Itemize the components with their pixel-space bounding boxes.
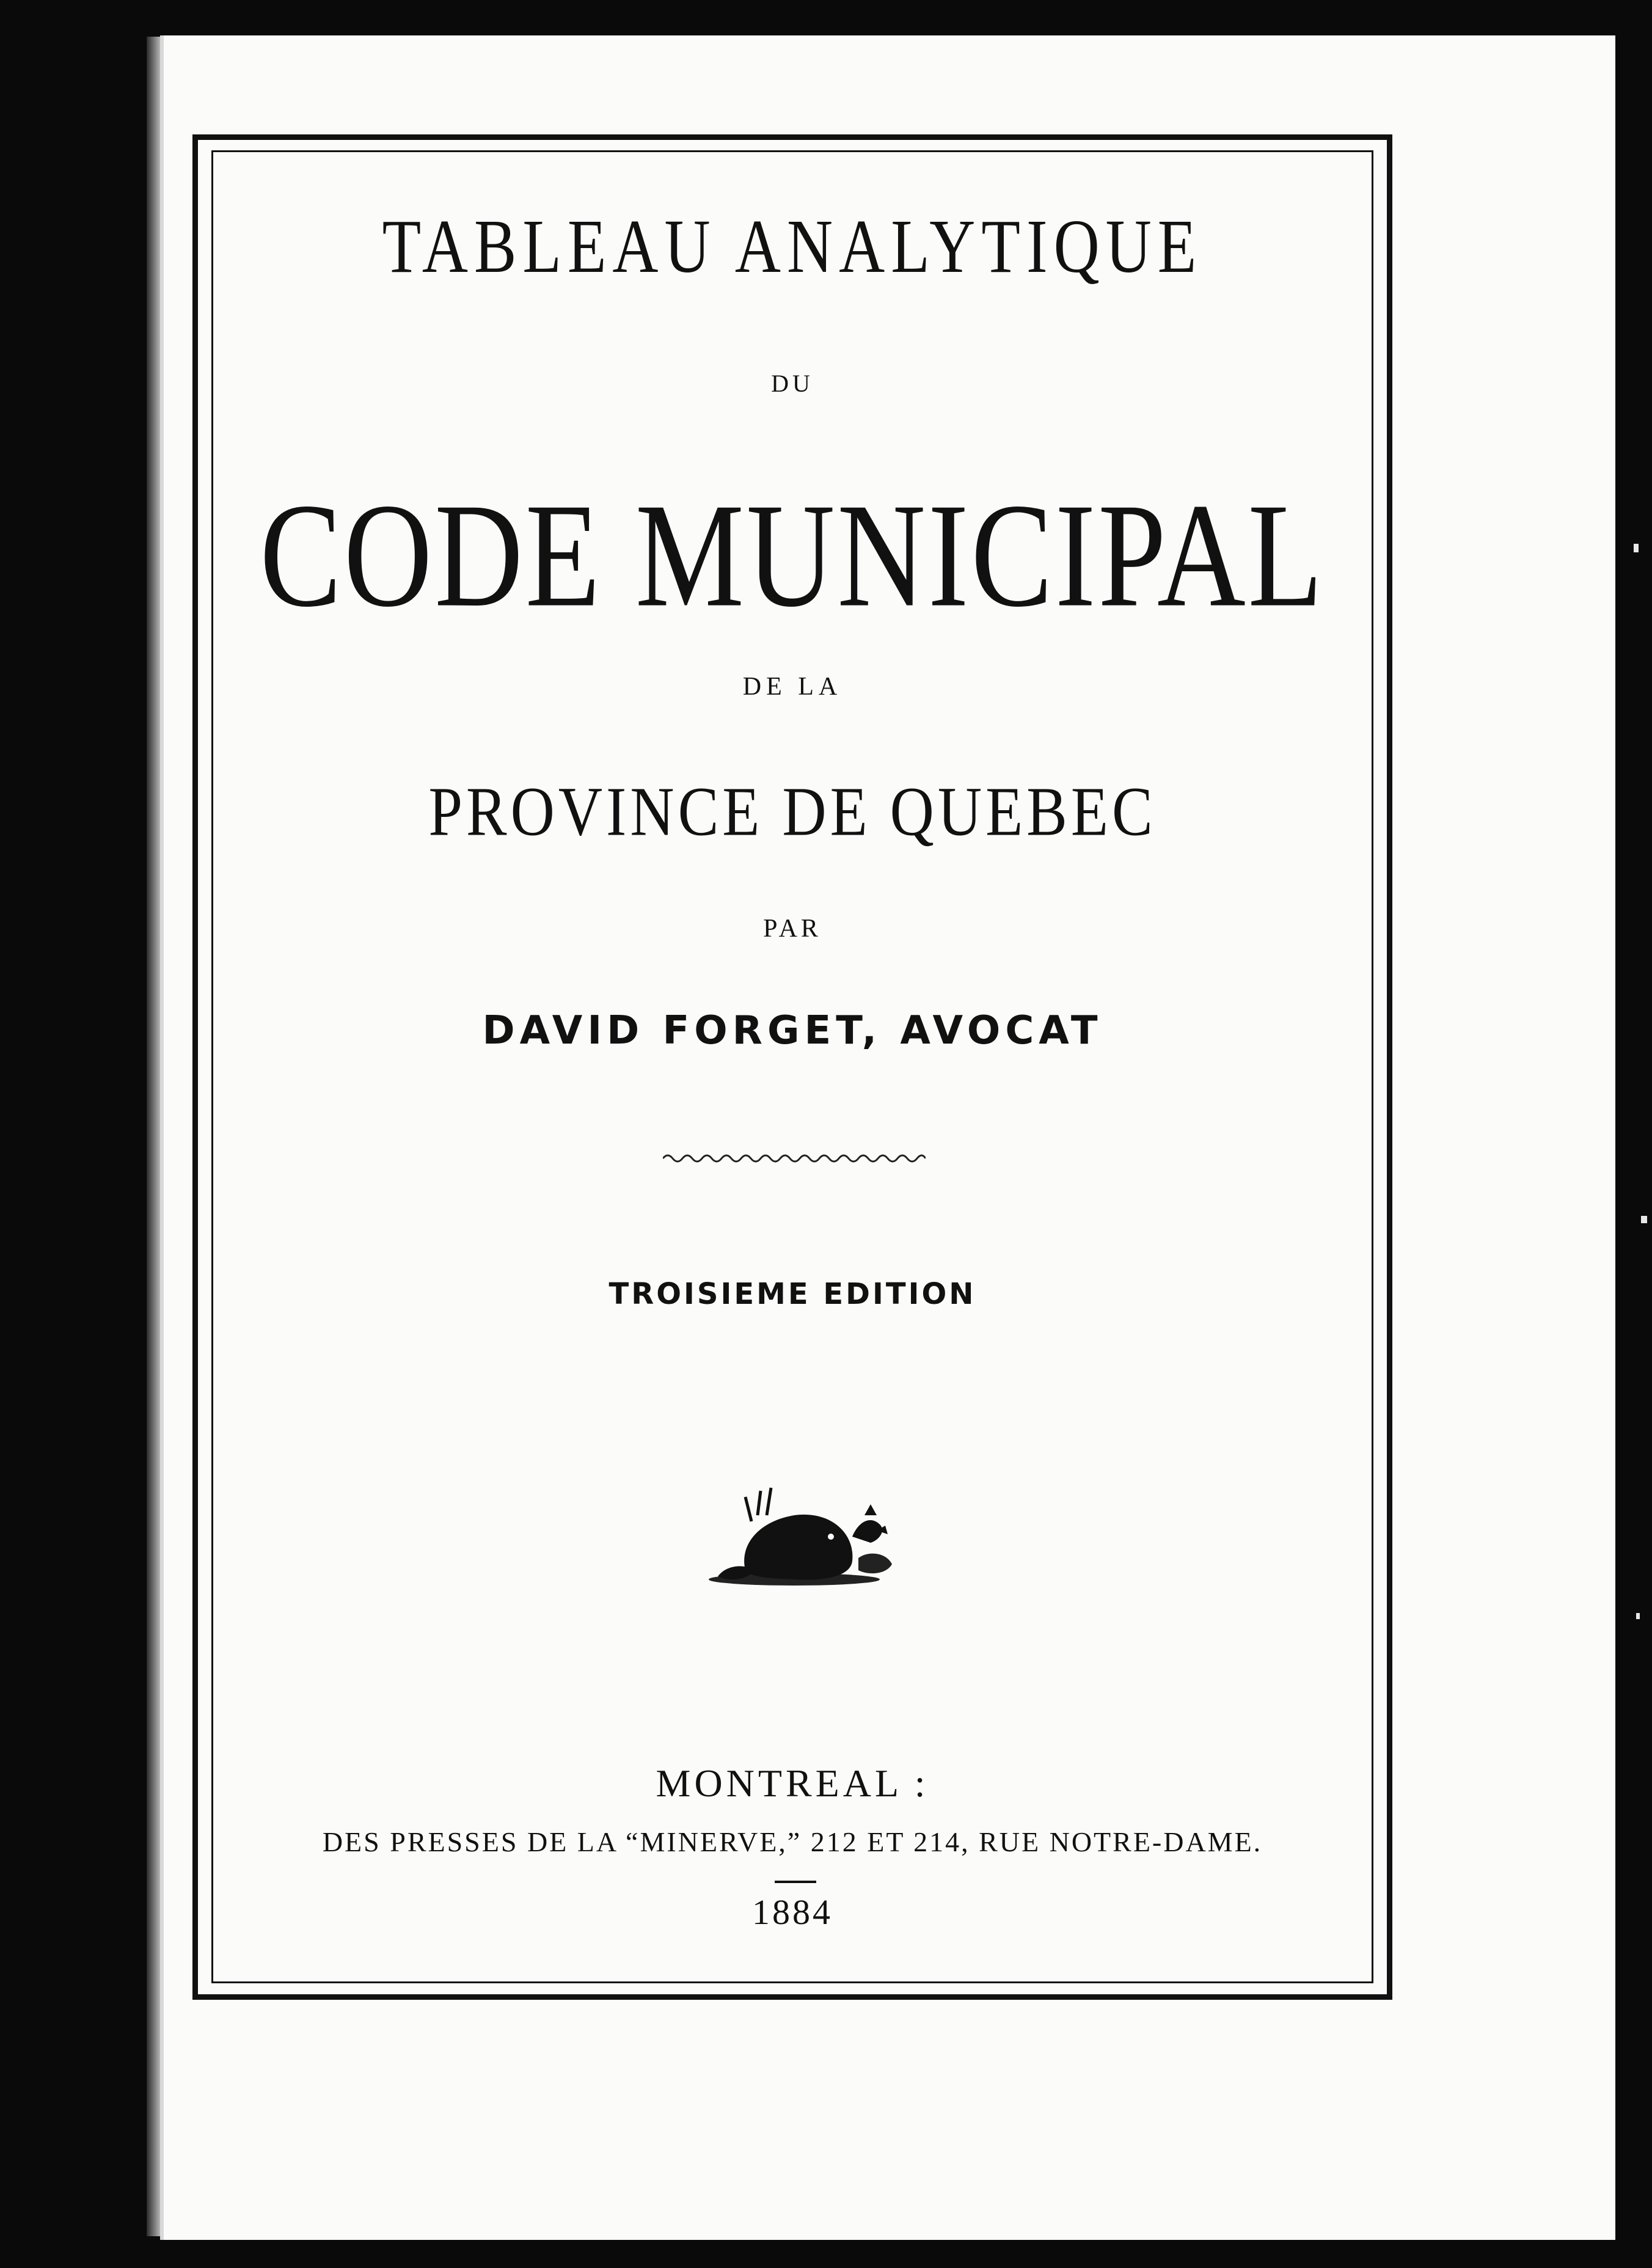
beaver-emblem-icon bbox=[703, 1479, 904, 1595]
title-line-tableau-analytique: TABLEAU ANALYTIQUE bbox=[382, 204, 1203, 289]
publisher-address: DES PRESSES DE LA “MINERVE,” 212 ET 214, RUE NOTRE-DAME. bbox=[322, 1826, 1263, 1857]
author-line: DAVID FORGET, AVOCAT bbox=[482, 1008, 1103, 1053]
wavy-rule-ornament-icon bbox=[663, 1147, 926, 1166]
scan-edge-noise bbox=[1628, 0, 1652, 2268]
edition-line: TROISIEME EDITION bbox=[609, 1277, 976, 1311]
inner-border-frame bbox=[211, 150, 1373, 1983]
main-title-code-municipal: CODE MUNICIPAL bbox=[260, 473, 1325, 638]
year-divider-rule bbox=[775, 1881, 816, 1883]
publication-year: 1884 bbox=[752, 1892, 833, 1932]
title-line-de-la: DE LA bbox=[742, 673, 842, 701]
title-line-par: PAR bbox=[763, 915, 822, 943]
title-line-province-de-quebec: PROVINCE DE QUEBEC bbox=[428, 772, 1157, 850]
publisher-city: MONTREAL : bbox=[656, 1761, 929, 1805]
title-line-du: DU bbox=[771, 370, 814, 397]
